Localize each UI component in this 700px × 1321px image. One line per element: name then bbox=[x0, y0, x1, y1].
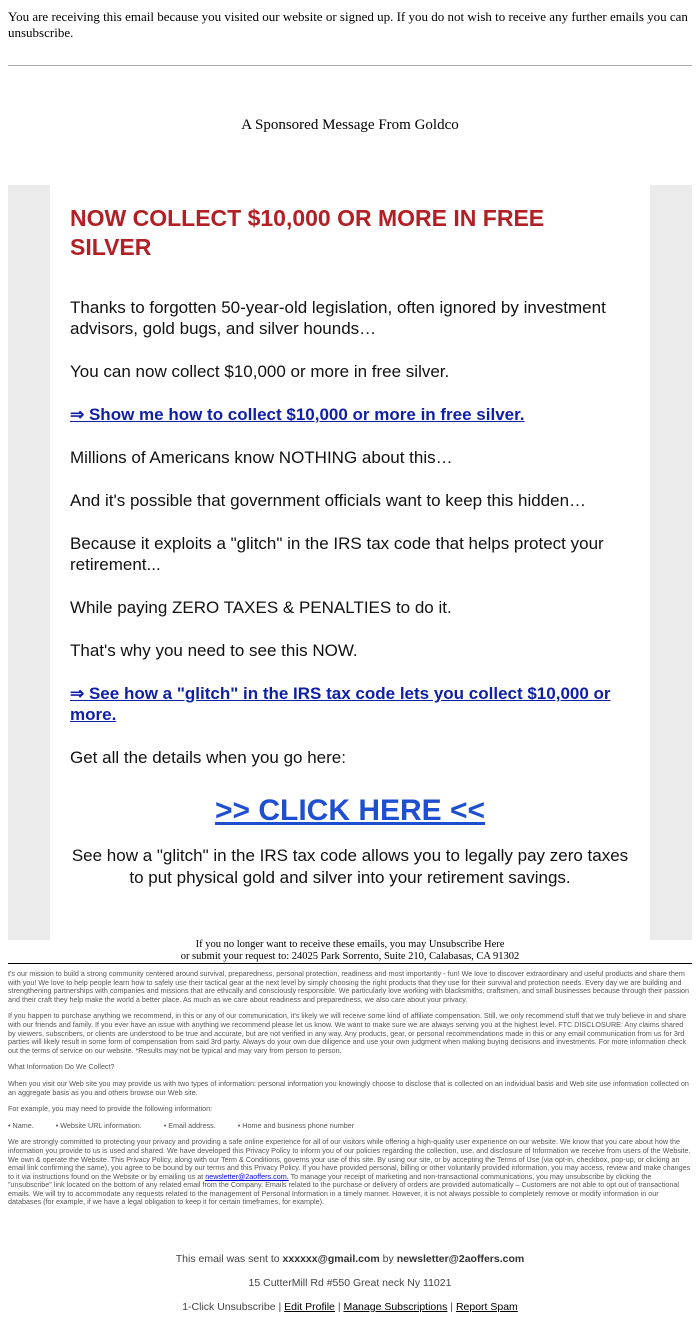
list-item: • Home and business phone number bbox=[237, 1120, 355, 1130]
intro-paragraph: Thanks to forgotten 50-year-old legislation, often ignored by investment advisors, gold bugs, and silver hounds… bbox=[70, 298, 606, 338]
unsubscribe-notice: You are receiving this email because you visited our website or signed up. If you do not wish to receive any further emails you can unsubscribe. bbox=[8, 9, 688, 40]
report-spam-link[interactable]: Report Spam bbox=[455, 1301, 518, 1313]
example-paragraph: For example, you may need to provide the following information: bbox=[8, 1104, 213, 1114]
offer-paragraph: You can now collect $10,000 or more in free silver. bbox=[70, 362, 450, 381]
one-click-unsubscribe[interactable]: 1-Click Unsubscribe bbox=[182, 1301, 276, 1313]
list-item: • Email address. bbox=[163, 1120, 216, 1130]
show-me-link[interactable]: ⇒ Show me how to collect $10,000 or more in free silver. bbox=[70, 405, 525, 424]
list-item: • Website URL information. bbox=[55, 1120, 142, 1130]
cta-description: See how a "glitch" in the IRS tax code allows you to legally pay zero taxes to put physical gold and silver into your retirement savings. bbox=[71, 846, 629, 887]
ad-card bbox=[50, 185, 650, 940]
recipient-email: xxxxxx@gmail.com bbox=[282, 1253, 380, 1265]
newsletter-email-link[interactable]: newsletter@2aoffers.com. bbox=[205, 1171, 289, 1181]
millions-paragraph: Millions of Americans know NOTHING about this… bbox=[70, 448, 453, 467]
zero-taxes-paragraph: While paying ZERO TAXES & PENALTIES to do it. bbox=[70, 598, 452, 617]
mission-paragraph: t's our mission to build a strong community centered around survival, preparedness, personal protection, readiness and most importantly - fun! We love to discover extraordinary and useful products and share them with you! We love to help people learn how to safely use their tactical gear at the next level by simply choosing the right products that they use for their survival and protection needs. Every day we are building and strengthening partnerships with companies and missions that are ethically and consciously responsible. We particularly love working with blacksmiths, craftsmen, and small businesses because through their passion and their craft they help make the world a better place. As much as we care about readiness and preparedness, we also care about your privacy. bbox=[8, 969, 690, 1004]
privacy-text-tail: To manage your receipt of marketing and non-transactional communications, you may unsubscribe by clicking the "unsubscribe" link located on the bottom of any related email from the Company. Emails related to the purchase or delivery of orders are provided automatically – Customers are not able to opt out of transactional emails. We will try to accommodate any requests related to the management of Personal Information in a timely manner. However, it is not always possible to completely remove or modify information in our databases (for example, if we have a legal obligation to keep it for certain timeframes, for example). bbox=[8, 1171, 679, 1207]
manage-subscriptions-link[interactable]: Manage Subscriptions bbox=[343, 1301, 448, 1313]
unsubscribe-block bbox=[0, 939, 700, 963]
collect-heading: What Information Do We Collect? bbox=[8, 1062, 115, 1072]
unsubscribe-link[interactable]: If you no longer want to receive these emails, you may Unsubscribe Here bbox=[195, 939, 505, 950]
see-now-paragraph: That's why you need to see this NOW. bbox=[70, 641, 358, 660]
separator: | bbox=[447, 1301, 456, 1313]
hidden-paragraph: And it's possible that government officials want to keep this hidden… bbox=[70, 491, 587, 510]
privacy-text: We are strongly committed to protecting your privacy and providing a safe online experience for all of our visitors while offering a high-quality user experience on our website. We know that you care about how the information you provide to us is used and shared. We have developed this Privacy Policy to inform you of our policies regarding the collection, use, and disclosure of Information we receive from users of the Website. We own & operate the Website. This Privacy Policy, along with our Term & Conditions, governs your use of this site. By using our site, or by accepting the Terms of Use (via opt-in, checkbox, pop-up, or clicking an email link confirming the same), you agree to be bound by our terms and this Privacy Policy. If you have provided personal, billing or other voluntarily provided information, you may access, review and make changes to it via instructions found on the Website or by emailing us at bbox=[8, 1137, 691, 1181]
footer-links bbox=[0, 1301, 700, 1313]
footer-address: 15 CutterMill Rd #550 Great neck Ny 11021 bbox=[248, 1277, 452, 1289]
sender-email: newsletter@2aoffers.com bbox=[396, 1253, 525, 1265]
footer-divider bbox=[8, 963, 692, 964]
list-item: • Name. bbox=[8, 1120, 34, 1130]
by-text: by bbox=[379, 1253, 397, 1265]
mailing-address: or submit your request to: 24025 Park Sorrento, Suite 210, Calabasas, CA 91302 bbox=[180, 951, 520, 962]
sent-prefix: This email was sent to bbox=[175, 1253, 283, 1265]
affiliate-paragraph: If you happen to purchase anything we recommend, in this or any of our communication, it's likely we will receive some kind of affiliate compensation. Still, we only recommend stuff that we truly believe in and share with our friends and family. If you ever have an issue with anything we recommend please let us know. We want to make sure we are always serving you at the highest level. FTC DISCLOSURE: Any claims shared by viewers, subscribers, or clients are understood to be true and accurate, but are not verified in any way. Any products, gear, or personal recommendations made in this or any email communication from us for 3rd parties will likely result in some form of compensation from said 3rd party. Always do your own due diligence and use your own judgment when making buying decisions and investments. For more information check out the terms of service on our website. *Results may not be typical and may vary from person to person. bbox=[8, 1011, 687, 1055]
edit-profile-link[interactable]: Edit Profile bbox=[284, 1301, 335, 1313]
info-list bbox=[8, 1122, 692, 1131]
separator: | bbox=[334, 1301, 344, 1313]
legal-text bbox=[8, 970, 692, 1215]
sent-to-line bbox=[0, 1253, 700, 1265]
click-here-button[interactable]: >> CLICK HERE << bbox=[214, 794, 486, 827]
privacy-paragraph bbox=[8, 1138, 692, 1207]
see-glitch-link[interactable]: ⇒ See how a "glitch" in the IRS tax code lets you collect $10,000 or more. bbox=[70, 684, 611, 724]
divider bbox=[8, 65, 692, 66]
details-paragraph: Get all the details when you go here: bbox=[70, 748, 346, 767]
separator: | bbox=[275, 1301, 285, 1313]
sponsor-line: A Sponsored Message From Goldco bbox=[241, 117, 459, 133]
visit-paragraph: When you visit our Web site you may provide us with two types of information: personal information you knowingly choose to disclose that is collected on an individual basis and Web site use information collected on an aggregate basis as you and others browse our Web site. bbox=[8, 1078, 689, 1097]
glitch-paragraph: Because it exploits a "glitch" in the IRS tax code that helps protect your retirement... bbox=[70, 534, 604, 574]
headline: NOW COLLECT $10,000 OR MORE IN FREE SILVER bbox=[70, 205, 545, 260]
